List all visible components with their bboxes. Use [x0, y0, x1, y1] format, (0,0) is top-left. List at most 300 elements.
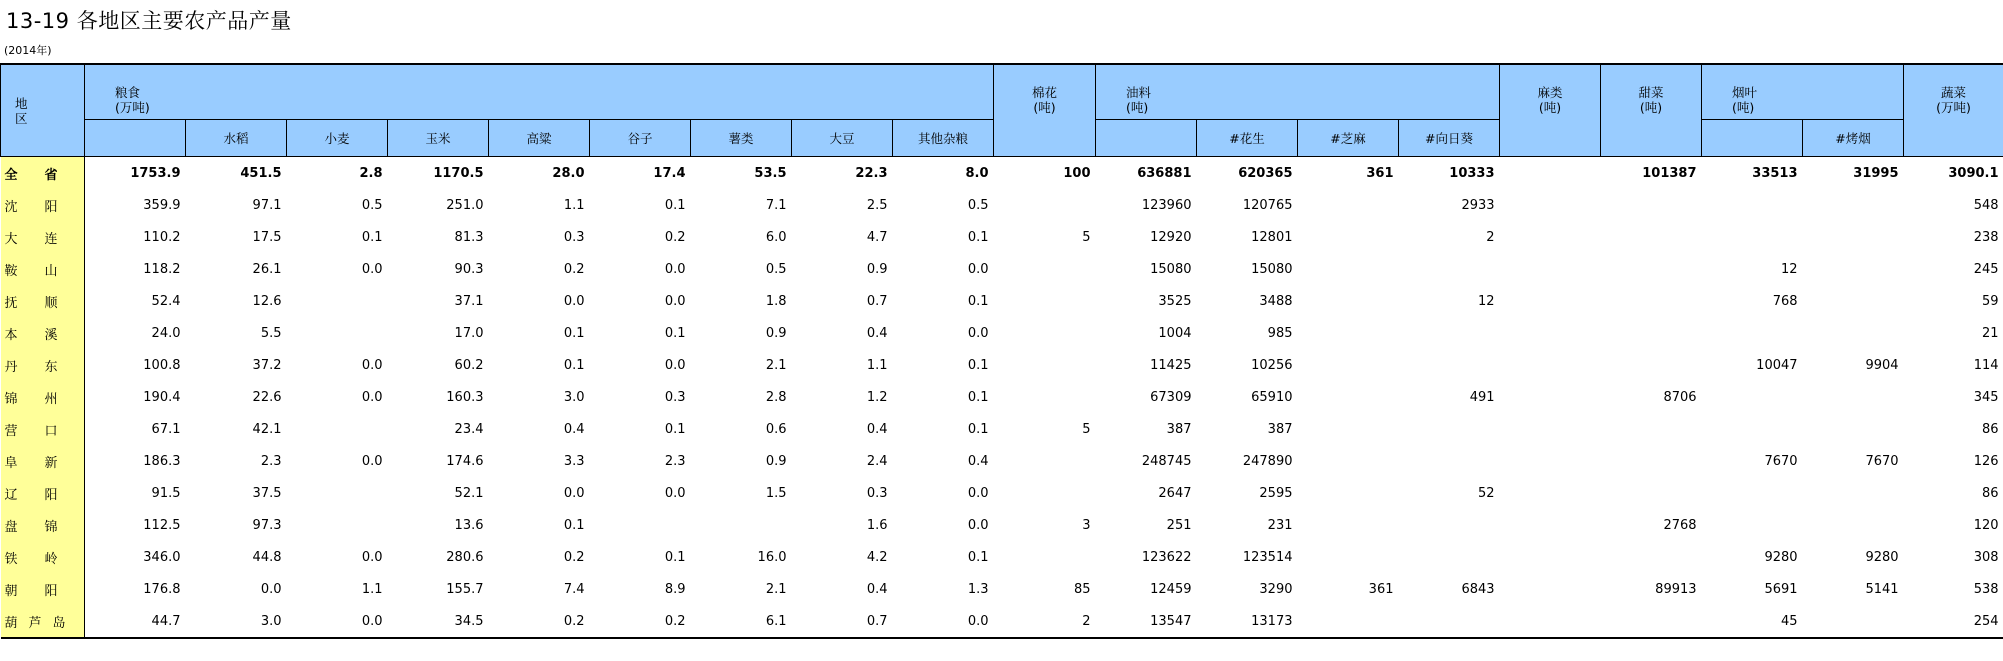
value-cell: 491: [1469, 389, 1495, 405]
value-cell: 9280: [1865, 549, 1899, 565]
value-cell: 52: [1477, 485, 1495, 501]
value-cell: [1298, 605, 1399, 638]
table-row: [1, 285, 2003, 317]
header-oil-ext: [1197, 64, 1500, 120]
value-cell: 118.2: [143, 261, 181, 277]
value-cell: 0.2: [563, 549, 585, 565]
value-cell: 0.1: [967, 549, 989, 565]
header-other-grains: 其他杂粮: [893, 120, 994, 157]
value-cell: 1.8: [765, 293, 787, 309]
value-cell: 67309: [1150, 389, 1192, 405]
value-cell: 2595: [1259, 485, 1293, 501]
value-cell: 22.3: [855, 165, 888, 181]
value-cell: 160.3: [446, 389, 484, 405]
value-cell: 231: [1267, 517, 1293, 533]
value-cell: 0.1: [664, 197, 686, 213]
region-cell: 全省: [1, 157, 85, 190]
value-cell: [1803, 509, 1904, 541]
value-cell: 238: [1973, 229, 1999, 245]
value-cell: 5: [1082, 421, 1091, 437]
value-cell: 13.6: [454, 517, 484, 533]
value-cell: 114: [1973, 357, 1999, 373]
table-row: [1, 413, 2003, 445]
value-cell: [1803, 317, 1904, 349]
value-cell: [1601, 477, 1702, 509]
value-cell: 2647: [1158, 485, 1192, 501]
header-flue-cured: #烤烟: [1803, 120, 1904, 157]
table-row: [1, 605, 2003, 638]
value-cell: 7.4: [563, 581, 585, 597]
value-cell: 123514: [1242, 549, 1293, 565]
value-cell: 1753.9: [130, 165, 181, 181]
value-cell: 59: [1981, 293, 1999, 309]
value-cell: [1399, 541, 1500, 573]
value-cell: 26.1: [252, 261, 282, 277]
value-cell: [1399, 605, 1500, 638]
header-beet: 甜菜 (吨): [1601, 64, 1702, 157]
value-cell: 0.0: [967, 261, 989, 277]
value-cell: 0.9: [765, 453, 787, 469]
value-cell: 8.9: [664, 581, 686, 597]
value-cell: 10333: [1449, 165, 1495, 181]
value-cell: [1601, 349, 1702, 381]
value-cell: [1601, 605, 1702, 638]
value-cell: 1.5: [765, 485, 787, 501]
region-cell: 盘锦: [1, 509, 85, 541]
header-corn: 玉米: [388, 120, 489, 157]
value-cell: 42.1: [252, 421, 282, 437]
production-table: [0, 63, 2003, 639]
value-cell: 52.1: [454, 485, 484, 501]
header-tobacco-total-cell: [1702, 120, 1803, 157]
value-cell: 86: [1981, 421, 1999, 437]
value-cell: [1803, 477, 1904, 509]
value-cell: [1803, 189, 1904, 221]
value-cell: 0.0: [967, 485, 989, 501]
value-cell: 12459: [1150, 581, 1192, 597]
value-cell: [994, 317, 1096, 349]
value-cell: 0.4: [866, 581, 888, 597]
value-cell: [1500, 253, 1601, 285]
value-cell: 636881: [1137, 165, 1192, 181]
value-cell: 85: [1073, 581, 1091, 597]
header-tobacco: 烟叶 (吨): [1702, 64, 1803, 120]
region-cell: 营口: [1, 413, 85, 445]
table-row: [1, 541, 2003, 573]
value-cell: 91.5: [151, 485, 181, 501]
value-cell: 60.2: [454, 357, 484, 373]
value-cell: 90.3: [454, 261, 484, 277]
value-cell: 0.0: [664, 261, 686, 277]
value-cell: 620365: [1238, 165, 1293, 181]
table-row: [1, 157, 2003, 190]
value-cell: 0.2: [563, 613, 585, 629]
header-grain: 粮食 (万吨): [85, 64, 186, 120]
value-cell: 0.5: [967, 197, 989, 213]
value-cell: 24.0: [151, 325, 181, 341]
value-cell: 0.1: [563, 517, 585, 533]
value-cell: 2.8: [359, 165, 383, 181]
value-cell: 251: [1166, 517, 1192, 533]
value-cell: 2.1: [765, 581, 787, 597]
value-cell: 359.9: [143, 197, 181, 213]
value-cell: 0.1: [563, 357, 585, 373]
value-cell: 0.0: [664, 357, 686, 373]
value-cell: [1298, 349, 1399, 381]
value-cell: 3.0: [563, 389, 585, 405]
value-cell: 28.0: [552, 165, 585, 181]
value-cell: [1601, 541, 1702, 573]
value-cell: 247890: [1242, 453, 1293, 469]
value-cell: [994, 477, 1096, 509]
header-vegetable: 蔬菜 (万吨): [1904, 64, 2003, 157]
value-cell: [1500, 349, 1601, 381]
region-cell: 铁岭: [1, 541, 85, 573]
value-cell: [1601, 253, 1702, 285]
value-cell: [1500, 285, 1601, 317]
value-cell: [1500, 573, 1601, 605]
value-cell: 100: [1063, 165, 1091, 181]
value-cell: 37.1: [454, 293, 484, 309]
region-cell: 鞍山: [1, 253, 85, 285]
value-cell: 9280: [1764, 549, 1798, 565]
value-cell: 0.0: [361, 549, 383, 565]
value-cell: [1298, 317, 1399, 349]
value-cell: 254: [1973, 613, 1999, 629]
value-cell: [1500, 541, 1601, 573]
table-row: [1, 573, 2003, 605]
value-cell: 52.4: [151, 293, 181, 309]
region-cell: 阜新: [1, 445, 85, 477]
value-cell: 1.1: [361, 581, 383, 597]
value-cell: 17.0: [454, 325, 484, 341]
region-cell: 辽阳: [1, 477, 85, 509]
header-sorghum: 高粱: [489, 120, 590, 157]
value-cell: 387: [1166, 421, 1192, 437]
value-cell: 67.1: [151, 421, 181, 437]
value-cell: 31995: [1853, 165, 1899, 181]
value-cell: [994, 445, 1096, 477]
value-cell: 0.0: [361, 453, 383, 469]
value-cell: [1702, 477, 1803, 509]
value-cell: [1601, 221, 1702, 253]
value-cell: [287, 509, 388, 541]
value-cell: [1702, 317, 1803, 349]
value-cell: [1803, 285, 1904, 317]
table-row: [1, 253, 2003, 285]
value-cell: 0.4: [866, 421, 888, 437]
value-cell: [994, 349, 1096, 381]
value-cell: 17.4: [653, 165, 686, 181]
header-grain-total-cell: [85, 120, 186, 157]
value-cell: 5.5: [260, 325, 282, 341]
value-cell: [1298, 509, 1399, 541]
value-cell: [1601, 317, 1702, 349]
value-cell: 8706: [1663, 389, 1697, 405]
value-cell: 112.5: [143, 517, 181, 533]
value-cell: 0.0: [967, 325, 989, 341]
value-cell: 0.0: [361, 357, 383, 373]
table-row: [1, 189, 2003, 221]
value-cell: 44.7: [151, 613, 181, 629]
value-cell: [1500, 157, 1601, 190]
value-cell: 186.3: [143, 453, 181, 469]
header-sunflower: #向日葵: [1399, 120, 1500, 157]
value-cell: 0.5: [765, 261, 787, 277]
value-cell: 0.4: [563, 421, 585, 437]
value-cell: 5141: [1865, 581, 1899, 597]
value-cell: 251.0: [446, 197, 484, 213]
value-cell: [1298, 285, 1399, 317]
value-cell: [1500, 317, 1601, 349]
value-cell: [1500, 509, 1601, 541]
value-cell: 2.3: [664, 453, 686, 469]
value-cell: [994, 189, 1096, 221]
value-cell: 126: [1973, 453, 1999, 469]
value-cell: 0.0: [664, 293, 686, 309]
value-cell: 0.4: [967, 453, 989, 469]
value-cell: 33513: [1752, 165, 1798, 181]
value-cell: 3.3: [563, 453, 585, 469]
table-year: (2014年): [4, 44, 52, 57]
value-cell: [1500, 221, 1601, 253]
value-cell: 13173: [1251, 613, 1293, 629]
value-cell: [1298, 445, 1399, 477]
value-cell: 2933: [1461, 197, 1495, 213]
region-cell: 朝阳: [1, 573, 85, 605]
value-cell: 0.0: [563, 485, 585, 501]
value-cell: 174.6: [446, 453, 484, 469]
value-cell: 387: [1267, 421, 1293, 437]
value-cell: 7670: [1764, 453, 1798, 469]
value-cell: 0.0: [361, 261, 383, 277]
value-cell: 81.3: [454, 229, 484, 245]
table-body: [1, 157, 2003, 639]
value-cell: 190.4: [143, 389, 181, 405]
value-cell: 1.1: [563, 197, 585, 213]
value-cell: 11425: [1150, 357, 1192, 373]
value-cell: 53.5: [754, 165, 787, 181]
value-cell: 0.2: [563, 261, 585, 277]
value-cell: 361: [1368, 581, 1394, 597]
value-cell: 0.1: [361, 229, 383, 245]
value-cell: 0.0: [260, 581, 282, 597]
value-cell: 10256: [1251, 357, 1293, 373]
value-cell: [1500, 381, 1601, 413]
region-cell: 大连: [1, 221, 85, 253]
value-cell: 538: [1973, 581, 1999, 597]
value-cell: [1500, 605, 1601, 638]
value-cell: 280.6: [446, 549, 484, 565]
value-cell: 1.2: [866, 389, 888, 405]
header-rice: 水稻: [186, 120, 287, 157]
value-cell: 248745: [1141, 453, 1192, 469]
table-row: [1, 317, 2003, 349]
value-cell: 123622: [1141, 549, 1192, 565]
value-cell: [1601, 285, 1702, 317]
value-cell: 110.2: [143, 229, 181, 245]
value-cell: [994, 253, 1096, 285]
value-cell: 4.7: [866, 229, 888, 245]
value-cell: 0.7: [866, 293, 888, 309]
table-row: [1, 349, 2003, 381]
header-wheat: 小麦: [287, 120, 388, 157]
value-cell: [1601, 445, 1702, 477]
value-cell: [1500, 477, 1601, 509]
value-cell: 4.2: [866, 549, 888, 565]
page-title: 13-19 各地区主要农产品产量: [6, 9, 292, 33]
value-cell: [1702, 189, 1803, 221]
value-cell: 548: [1973, 197, 1999, 213]
value-cell: [1803, 413, 1904, 445]
region-cell: 葫芦岛: [1, 605, 85, 638]
value-cell: 9904: [1865, 357, 1899, 373]
value-cell: 2.1: [765, 357, 787, 373]
value-cell: 1170.5: [433, 165, 484, 181]
value-cell: 15080: [1150, 261, 1192, 277]
value-cell: 1.1: [866, 357, 888, 373]
value-cell: 2.8: [765, 389, 787, 405]
value-cell: 10047: [1756, 357, 1798, 373]
value-cell: [590, 509, 691, 541]
header-region: 地 区: [1, 64, 85, 157]
value-cell: [1298, 221, 1399, 253]
value-cell: 89913: [1655, 581, 1697, 597]
value-cell: 3: [1082, 517, 1091, 533]
value-cell: [1399, 349, 1500, 381]
value-cell: 123960: [1141, 197, 1192, 213]
value-cell: 361: [1366, 165, 1394, 181]
value-cell: 451.5: [240, 165, 282, 181]
table-row: [1, 477, 2003, 509]
value-cell: [1298, 381, 1399, 413]
value-cell: 2: [1082, 613, 1091, 629]
value-cell: 0.1: [967, 357, 989, 373]
value-cell: 768: [1772, 293, 1798, 309]
value-cell: 17.5: [252, 229, 282, 245]
header-tobacco-ext: [1803, 64, 1904, 120]
value-cell: 44.8: [252, 549, 282, 565]
value-cell: 0.7: [866, 613, 888, 629]
value-cell: [1702, 221, 1803, 253]
value-cell: 0.3: [664, 389, 686, 405]
value-cell: [1298, 541, 1399, 573]
value-cell: [1500, 413, 1601, 445]
value-cell: 1.6: [866, 517, 888, 533]
value-cell: 0.0: [361, 389, 383, 405]
region-cell: 锦州: [1, 381, 85, 413]
value-cell: 0.0: [563, 293, 585, 309]
value-cell: [287, 477, 388, 509]
value-cell: 155.7: [446, 581, 484, 597]
value-cell: 12: [1477, 293, 1495, 309]
value-cell: [287, 317, 388, 349]
value-cell: 0.3: [563, 229, 585, 245]
value-cell: 120765: [1242, 197, 1293, 213]
region-cell: 抚顺: [1, 285, 85, 317]
value-cell: 0.5: [361, 197, 383, 213]
value-cell: [1298, 253, 1399, 285]
value-cell: 308: [1973, 549, 1999, 565]
value-cell: 0.1: [664, 549, 686, 565]
value-cell: [1803, 253, 1904, 285]
value-cell: 97.3: [252, 517, 282, 533]
value-cell: 3525: [1158, 293, 1192, 309]
header-sesame: #芝麻: [1298, 120, 1399, 157]
value-cell: 5: [1082, 229, 1091, 245]
value-cell: 1004: [1158, 325, 1192, 341]
value-cell: 7.1: [765, 197, 787, 213]
value-cell: 15080: [1251, 261, 1293, 277]
value-cell: 0.0: [967, 517, 989, 533]
table-row: [1, 221, 2003, 253]
value-cell: 3.0: [260, 613, 282, 629]
header-oil: 油料 (吨): [1096, 64, 1197, 120]
value-cell: 985: [1267, 325, 1293, 341]
table-row: [1, 381, 2003, 413]
value-cell: 0.1: [664, 421, 686, 437]
value-cell: 1.3: [967, 581, 989, 597]
value-cell: 0.1: [664, 325, 686, 341]
value-cell: 5691: [1764, 581, 1798, 597]
value-cell: 0.2: [664, 613, 686, 629]
value-cell: 23.4: [454, 421, 484, 437]
value-cell: 0.2: [664, 229, 686, 245]
value-cell: [1399, 317, 1500, 349]
value-cell: 65910: [1251, 389, 1293, 405]
value-cell: 0.0: [664, 485, 686, 501]
value-cell: 0.0: [967, 613, 989, 629]
value-cell: [1702, 509, 1803, 541]
value-cell: 0.1: [967, 293, 989, 309]
value-cell: 7670: [1865, 453, 1899, 469]
value-cell: 0.6: [765, 421, 787, 437]
value-cell: 0.3: [866, 485, 888, 501]
value-cell: 2.4: [866, 453, 888, 469]
value-cell: 13547: [1150, 613, 1192, 629]
value-cell: 176.8: [143, 581, 181, 597]
value-cell: [1298, 413, 1399, 445]
value-cell: 6843: [1461, 581, 1495, 597]
value-cell: 345: [1973, 389, 1999, 405]
table-row: [1, 445, 2003, 477]
value-cell: 6.1: [765, 613, 787, 629]
value-cell: 2.5: [866, 197, 888, 213]
value-cell: [1500, 445, 1601, 477]
value-cell: 3488: [1259, 293, 1293, 309]
value-cell: 6.0: [765, 229, 787, 245]
value-cell: 21: [1981, 325, 1999, 341]
value-cell: 8.0: [965, 165, 989, 181]
value-cell: [1702, 413, 1803, 445]
value-cell: 120: [1973, 517, 1999, 533]
value-cell: 34.5: [454, 613, 484, 629]
value-cell: 0.1: [563, 325, 585, 341]
header-peanut: #花生: [1197, 120, 1298, 157]
value-cell: 101387: [1642, 165, 1697, 181]
header-grain-ext: [186, 64, 994, 120]
value-cell: [994, 541, 1096, 573]
value-cell: [1399, 413, 1500, 445]
value-cell: 2768: [1663, 517, 1697, 533]
value-cell: 12.6: [252, 293, 282, 309]
value-cell: 97.1: [252, 197, 282, 213]
region-cell: 本溪: [1, 317, 85, 349]
value-cell: [287, 285, 388, 317]
value-cell: 346.0: [143, 549, 181, 565]
header-soybean: 大豆: [792, 120, 893, 157]
value-cell: [1298, 189, 1399, 221]
